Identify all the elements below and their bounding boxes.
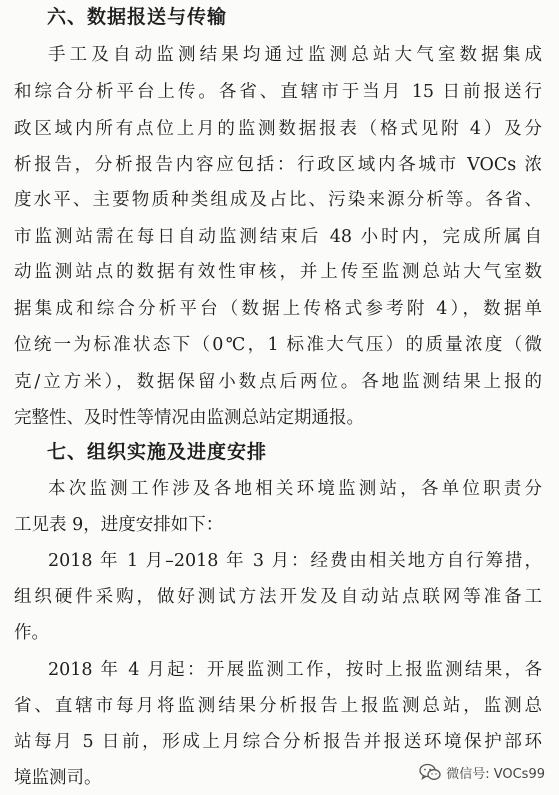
section-6-line-8: 据集成和综合分析平台（数据上传格式参考附 4），数据单 [14,299,542,319]
section-6-heading: 六、数据报送与传输 [47,6,228,28]
watermark-text: 微信号: VOCs99 [446,766,545,782]
section-7-phase-2-line-4: 境监测司。 [14,768,102,788]
wechat-icon [419,763,441,781]
section-7-phase-1-line-3: 作。 [14,623,49,643]
section-6-line-1: 手工及自动监测结果均通过监测总站大气室数据集成 [48,45,542,65]
section-7-phase-1-line-1: 2018 年 1 月–2018 年 3 月：经费由相关地方自行筹措， [48,551,542,571]
section-6-line-2: 和综合分析平台上传。各省、直辖市于当月 15 日前报送行 [14,82,542,102]
section-7-intro-line-2: 工见表 9，进度安排如下： [14,515,224,535]
section-6-line-4: 析报告，分析报告内容应包括：行政区域内各城市 VOCs 浓 [14,155,542,175]
section-7-phase-2-line-2: 省、直辖市每月将监测结果分析报告上报监测总站，监测总 [14,696,542,716]
section-6-line-9: 位统一为标准状态下（0℃，1 标准大气压）的质量浓度（微 [14,335,542,355]
section-7-heading: 七、组织实施及进度安排 [47,441,268,463]
section-6-line-5: 度水平、主要物质种类组成及占比、污染来源分析等。各省、 [14,190,542,210]
section-7-phase-2-line-1: 2018 年 4 月起：开展监测工作，按时上报监测结果，各 [48,660,542,680]
section-7-intro-line-1: 本次监测工作涉及各地相关环境监测站，各单位职责分 [48,479,542,499]
section-7-phase-2-line-3: 站每月 5 日前，形成上月综合分析报告并报送环境保护部环 [14,732,542,752]
wechat-watermark [419,761,545,783]
section-6-line-10: 克/立方米），数据保留小数点后两位。各地监测结果上报的 [14,372,542,392]
section-6-line-11: 完整性、及时性等情况由监测总站定期通报。 [14,408,364,428]
section-6-line-3: 政区域内所有点位上月的监测数据报表（格式见附 4）及分 [14,119,542,139]
section-6-line-6: 市监测站需在每日自动监测结束后 48 小时内，完成所属自 [14,227,542,247]
section-7-phase-1-line-2: 组织硬件采购，做好测试方法开发及自动站点联网等准备工 [14,587,542,607]
section-6-line-7: 动监测站点的数据有效性审核，并上传至监测总站大气室数 [14,262,542,282]
